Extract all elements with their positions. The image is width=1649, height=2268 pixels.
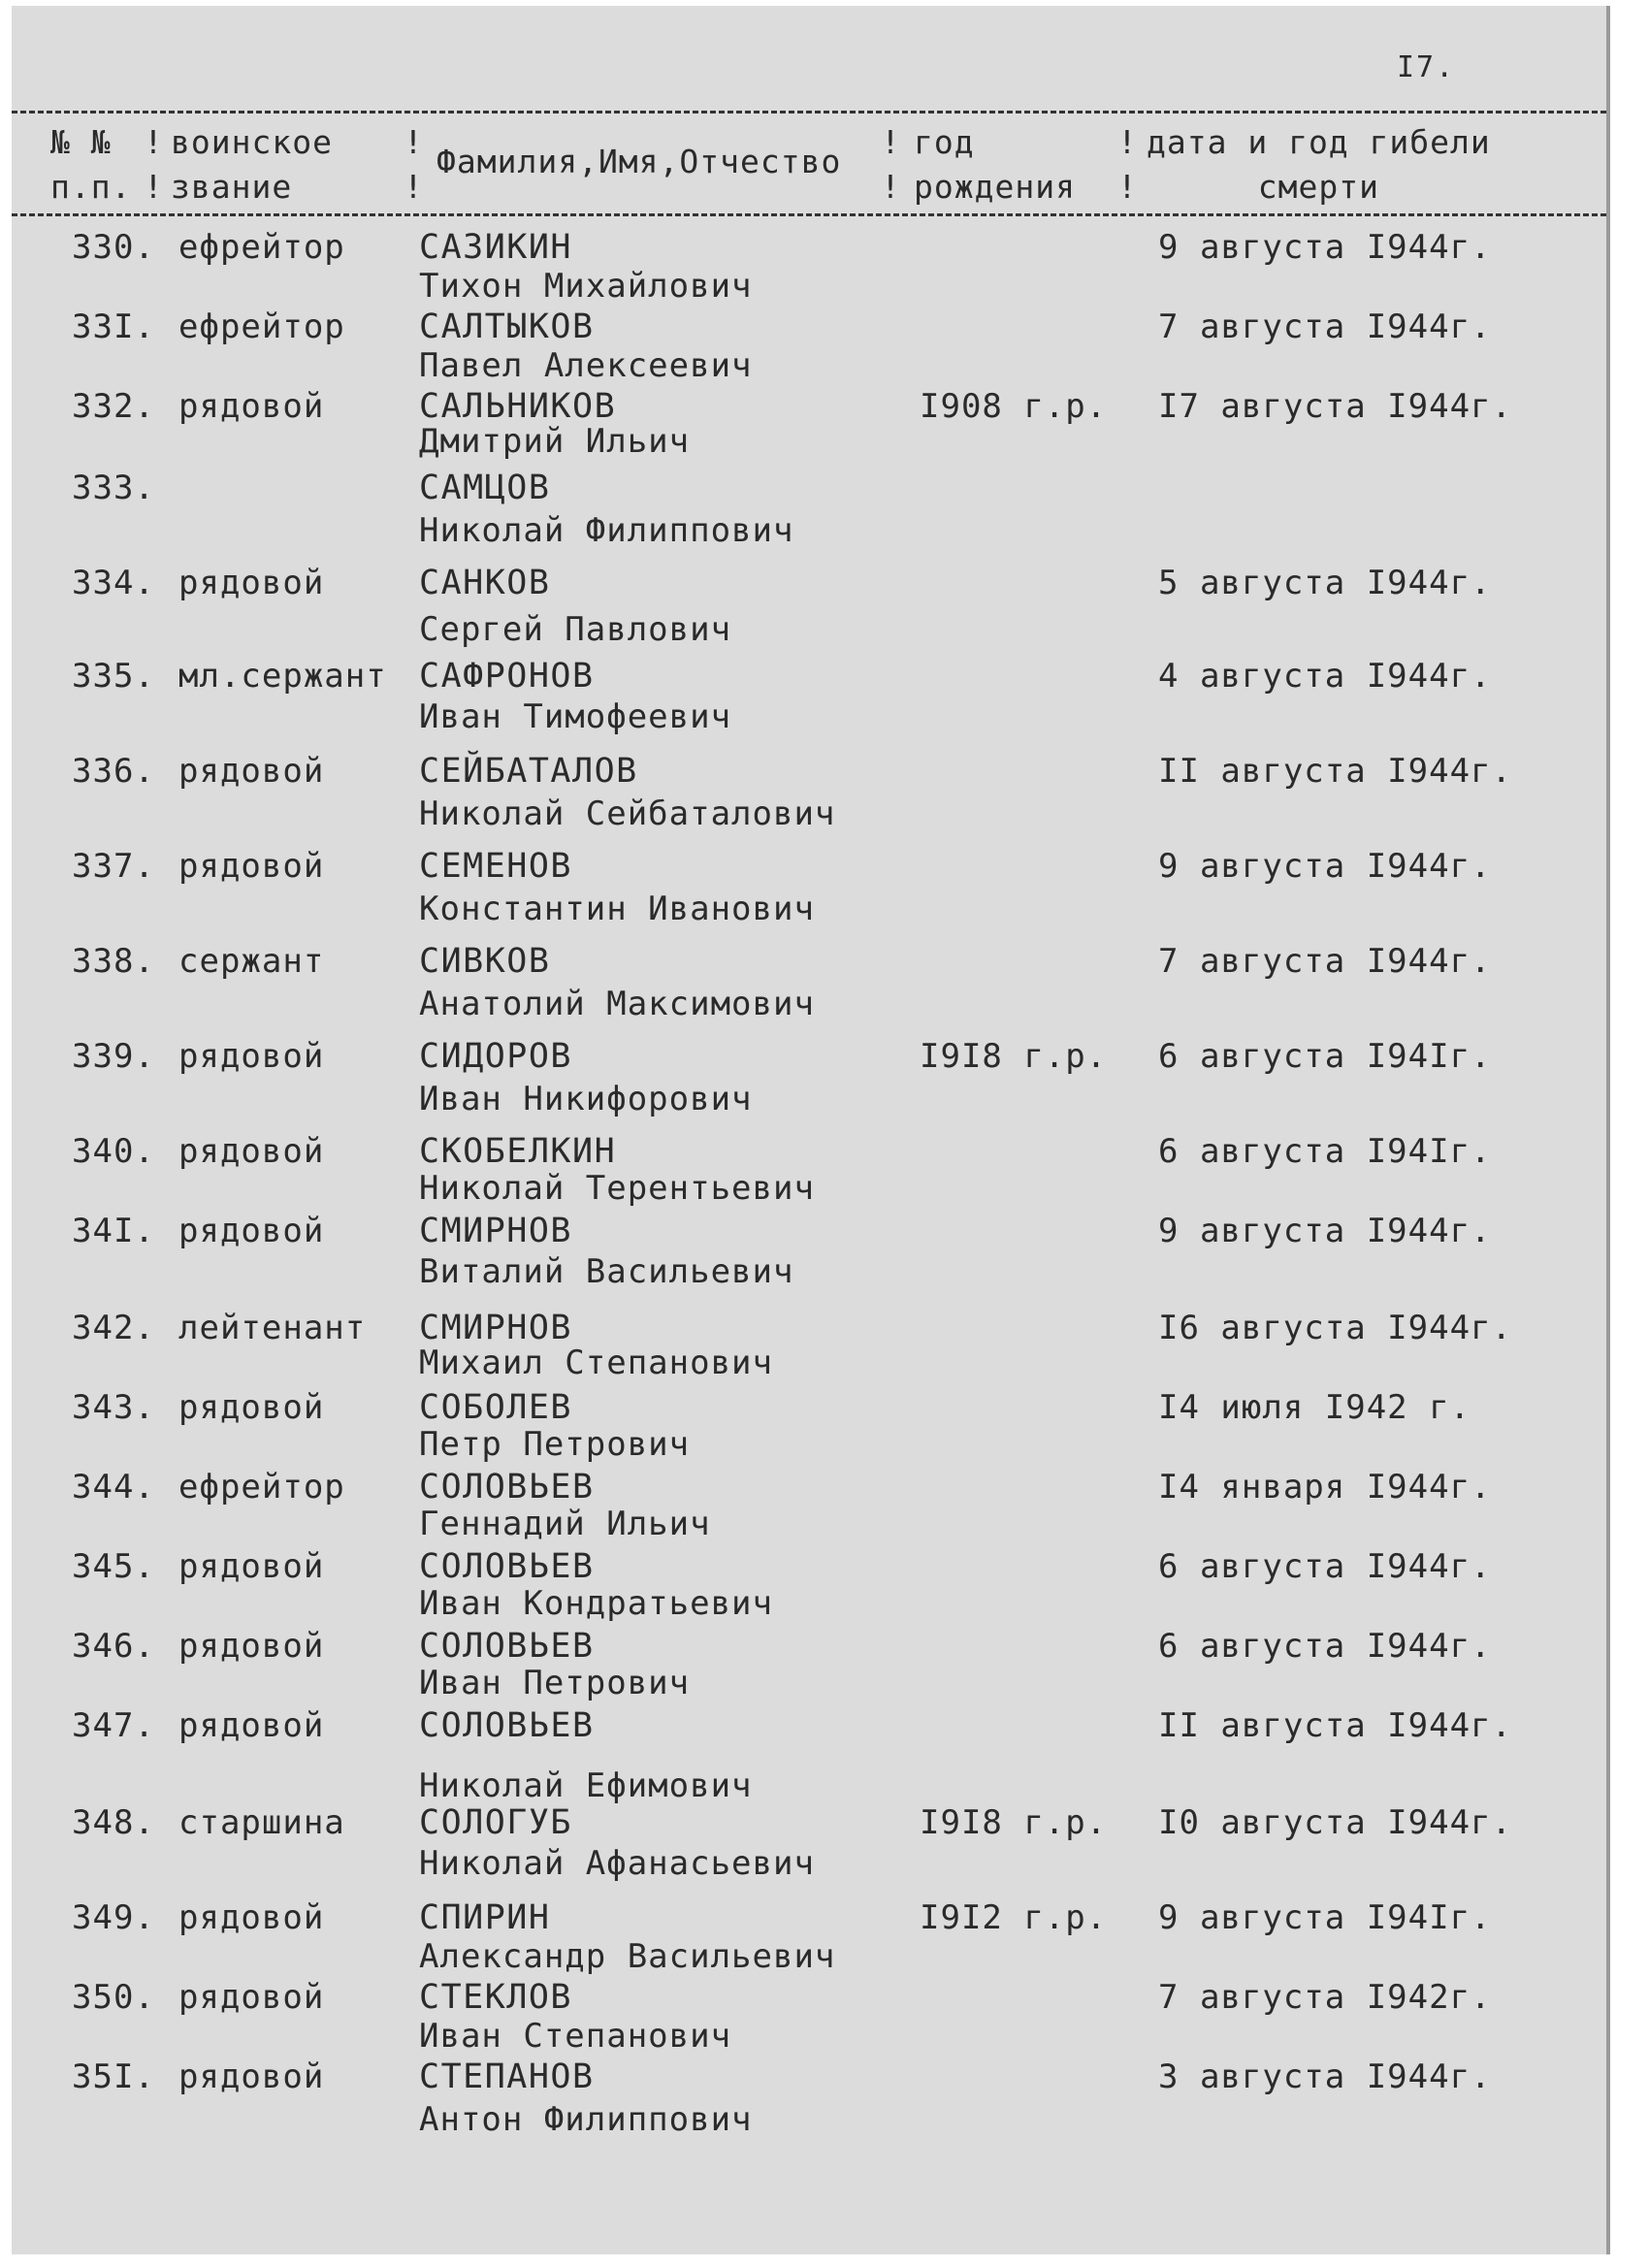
column-separator: ! ! [404, 123, 423, 206]
name-col-header: Фамилия,Имя,Отчество [436, 143, 842, 180]
rank: рядовой [178, 1627, 325, 1666]
header-top-rule [12, 111, 1606, 113]
rank: рядовой [178, 1037, 325, 1076]
row-number: 348. [72, 1803, 155, 1842]
surname: СОЛОВЬЕВ [419, 1627, 595, 1666]
surname: СМИРНОВ [419, 1309, 573, 1347]
given-names: Николай Афанасьевич [419, 1844, 815, 1883]
death-date: I4 июля I942 г. [1158, 1388, 1471, 1427]
death-date: 9 августа I944г. [1158, 847, 1492, 886]
given-names: Николай Сейбаталович [419, 794, 836, 833]
column-separator: ! ! [144, 123, 163, 206]
given-names: Сергей Павлович [419, 610, 732, 649]
rank: старшина [178, 1803, 345, 1842]
column-separator: ! ! [881, 123, 900, 206]
row-number: 334. [72, 564, 155, 602]
given-names: Дмитрий Ильич [419, 422, 691, 461]
given-names: Анатолий Максимович [419, 985, 815, 1023]
rank-col-header-line2: звание [171, 168, 293, 206]
rank: рядовой [178, 2057, 325, 2096]
death-date: I4 января I944г. [1158, 1468, 1492, 1507]
given-names: Виталий Васильевич [419, 1252, 794, 1291]
row-number: 34I. [72, 1212, 155, 1250]
rank: лейтенант [178, 1309, 367, 1347]
given-names: Тихон Михайлович [419, 267, 753, 306]
rank: ефрейтор [178, 1468, 345, 1507]
rank: рядовой [178, 1898, 325, 1937]
row-number: 345. [72, 1547, 155, 1586]
given-names: Иван Кондратьевич [419, 1584, 773, 1623]
row-number: 344. [72, 1468, 155, 1507]
row-number: 338. [72, 942, 155, 981]
surname: СОЛОГУБ [419, 1803, 573, 1842]
row-number: 342. [72, 1309, 155, 1347]
surname: СТЕКЛОВ [419, 1978, 573, 2017]
surname: САЗИКИН [419, 228, 573, 267]
given-names: Иван Никифорович [419, 1080, 753, 1118]
death-date: I7 августа I944г. [1158, 387, 1512, 426]
rank: ефрейтор [178, 228, 345, 267]
death-date: 9 августа I944г. [1158, 1212, 1492, 1250]
death-date: 6 августа I94Iг. [1158, 1132, 1492, 1171]
rank: рядовой [178, 387, 325, 426]
row-number: 332. [72, 387, 155, 426]
death-col-header-line2: смерти [1257, 168, 1379, 206]
surname: СОЛОВЬЕВ [419, 1468, 595, 1507]
death-date: 4 августа I944г. [1158, 657, 1492, 696]
death-col-header [1147, 120, 1491, 210]
given-names: Иван Петрович [419, 1664, 691, 1702]
rank: рядовой [178, 564, 325, 602]
birth-year: I908 г.р. [920, 387, 1108, 426]
birth-year: I9I8 г.р. [920, 1037, 1108, 1076]
surname: САЛТЫКОВ [419, 308, 595, 346]
surname: САЛЬНИКОВ [419, 387, 617, 426]
surname: СОЛОВЬЕВ [419, 1706, 595, 1745]
row-number: 349. [72, 1898, 155, 1937]
row-number: 347. [72, 1706, 155, 1745]
death-date: 6 августа I944г. [1158, 1547, 1492, 1586]
given-names: Николай Терентьевич [419, 1169, 815, 1208]
death-date: 7 августа I944г. [1158, 942, 1492, 981]
death-date: II августа I944г. [1158, 752, 1512, 791]
surname: СТЕПАНОВ [419, 2057, 595, 2096]
birth-col-header-line2: рождения [914, 168, 1076, 206]
surname: СМИРНОВ [419, 1212, 573, 1250]
surname: СЕЙБАТАЛОВ [419, 752, 638, 791]
given-names: Петр Петрович [419, 1425, 691, 1464]
row-number: 339. [72, 1037, 155, 1076]
birth-col-header [914, 120, 1076, 210]
birth-year: I9I8 г.р. [920, 1803, 1108, 1842]
rank-col-header-line1: воинское [171, 123, 333, 161]
rank: рядовой [178, 1132, 325, 1171]
row-number: 343. [72, 1388, 155, 1427]
given-names: Павел Алексеевич [419, 346, 753, 385]
number-col-header-line2: п.п. [50, 168, 132, 206]
rank: рядовой [178, 1978, 325, 2017]
death-date: 7 августа I942г. [1158, 1978, 1492, 2017]
given-names: Николай Филиппович [419, 511, 794, 550]
birth-year: I9I2 г.р. [920, 1898, 1108, 1937]
rank: мл.сержант [178, 657, 387, 696]
surname: СЕМЕНОВ [419, 847, 573, 886]
death-date: 5 августа I944г. [1158, 564, 1492, 602]
death-date: 9 августа I944г. [1158, 228, 1492, 267]
row-number: 330. [72, 228, 155, 267]
document-page [12, 6, 1610, 2254]
death-date: 6 августа I94Iг. [1158, 1037, 1492, 1076]
row-number: 336. [72, 752, 155, 791]
number-col-header-line1: № № [50, 123, 112, 161]
row-number: 346. [72, 1627, 155, 1666]
death-col-header-line1: дата и год гибели [1147, 123, 1491, 161]
rank: рядовой [178, 1212, 325, 1250]
surname: СИДОРОВ [419, 1037, 573, 1076]
given-names: Иван Тимофеевич [419, 697, 732, 736]
row-number: 335. [72, 657, 155, 696]
death-date: 9 августа I94Iг. [1158, 1898, 1492, 1937]
row-number: 35I. [72, 2057, 155, 2096]
rank: рядовой [178, 1547, 325, 1586]
given-names: Михаил Степанович [419, 1344, 773, 1382]
surname: СПИРИН [419, 1898, 551, 1937]
rank: сержант [178, 942, 325, 981]
given-names: Геннадий Ильич [419, 1505, 711, 1543]
death-date: 3 августа I944г. [1158, 2057, 1492, 2096]
death-date: II августа I944г. [1158, 1706, 1512, 1745]
death-date: I6 августа I944г. [1158, 1309, 1512, 1347]
given-names: Антон Филиппович [419, 2100, 753, 2139]
given-names: Иван Степанович [419, 2017, 732, 2056]
row-number: 337. [72, 847, 155, 886]
row-number: 333. [72, 469, 155, 507]
given-names: Александр Васильевич [419, 1937, 836, 1976]
death-date: I0 августа I944г. [1158, 1803, 1512, 1842]
surname: СОЛОВЬЕВ [419, 1547, 595, 1586]
number-col-header [50, 120, 131, 210]
birth-col-header-line1: год [914, 123, 975, 161]
surname: СКОБЕЛКИН [419, 1132, 617, 1171]
given-names: Николай Ефимович [419, 1766, 753, 1805]
row-number: 350. [72, 1978, 155, 2017]
column-separator: ! ! [1117, 123, 1137, 206]
rank: рядовой [178, 1706, 325, 1745]
death-date: 6 августа I944г. [1158, 1627, 1492, 1666]
surname: САМЦОВ [419, 469, 551, 507]
surname: СОБОЛЕВ [419, 1388, 573, 1427]
surname: САНКОВ [419, 564, 551, 602]
rank: рядовой [178, 847, 325, 886]
rank: рядовой [178, 1388, 325, 1427]
death-date: 7 августа I944г. [1158, 308, 1492, 346]
rank: ефрейтор [178, 308, 345, 346]
rank: рядовой [178, 752, 325, 791]
row-number: 33I. [72, 308, 155, 346]
given-names: Константин Иванович [419, 890, 815, 928]
header-bottom-rule [12, 213, 1606, 216]
page-number: I7. [1397, 50, 1456, 84]
surname: САФРОНОВ [419, 657, 595, 696]
row-number: 340. [72, 1132, 155, 1171]
rank-col-header [171, 120, 333, 210]
surname: СИВКОВ [419, 942, 551, 981]
